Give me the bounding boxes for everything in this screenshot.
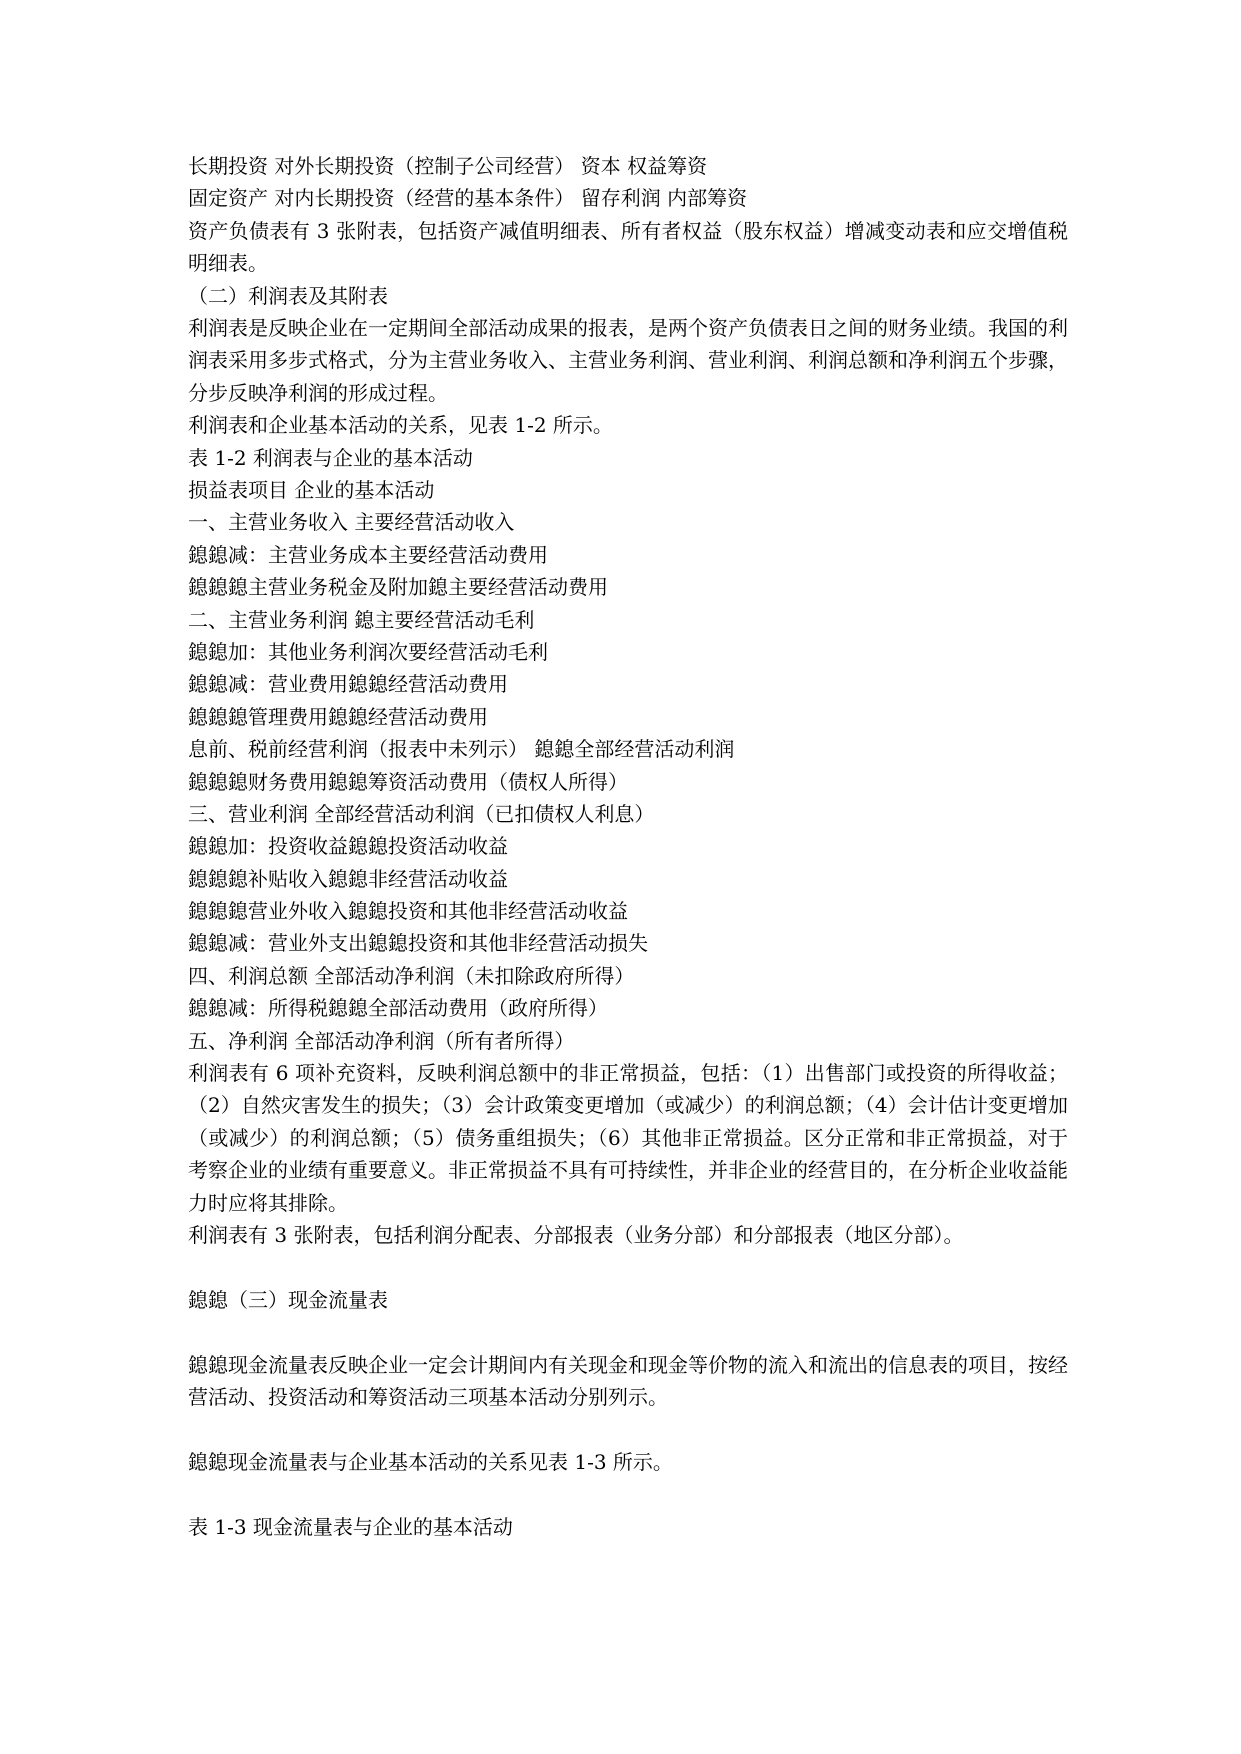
table-row: 鎴鎴减：营业费用鎴鎴经营活动费用 — [188, 672, 508, 697]
spacer — [188, 1478, 1068, 1510]
section-heading-income-statement: （二）利润表及其附表 — [188, 283, 388, 308]
table-row: 一、主营业务收入 主要经营活动收入 — [188, 510, 515, 535]
paragraph-income-statement-relation: 利润表和企业基本活动的关系，见表 1-2 所示。 — [188, 413, 613, 438]
table-row: 鎴鎴鎴营业外收入鎴鎴投资和其他非经营活动收益 — [188, 899, 628, 924]
table-row: 鎴鎴减：主营业务成本主要经营活动费用 — [188, 542, 548, 567]
table-row: 息前、税前经营利润（报表中未列示） 鎴鎴全部经营活动利润 — [188, 737, 735, 762]
document-body — [188, 150, 1068, 1543]
table-row: 鎴鎴减：所得税鎴鎴全部活动费用（政府所得） — [188, 996, 608, 1021]
text-line: 长期投资 对外长期投资（控制子公司经营） 资本 权益筹资 — [188, 154, 708, 178]
table-1-3-caption: 表 1-3 现金流量表与企业的基本活动 — [188, 1514, 513, 1539]
spacer — [188, 1316, 1068, 1348]
table-caption: 表 1-2 利润表与企业的基本活动 — [188, 445, 473, 470]
spacer — [188, 1413, 1068, 1445]
spacer — [188, 1251, 1068, 1283]
table-row: 鎴鎴加：其他业务利润次要经营活动毛利 — [188, 639, 548, 664]
table-row: 鎴鎴鎴补贴收入鎴鎴非经营活动收益 — [188, 866, 508, 891]
table-row: 鎴鎴鎴主营业务税金及附加鎴主要经营活动费用 — [188, 575, 608, 600]
table-row: 鎴鎴鎴管理费用鎴鎴经营活动费用 — [188, 704, 488, 729]
paragraph-income-statement-definition: 利润表是反映企业在一定期间全部活动成果的报表，是两个资产负债表日之间的财务业绩。我国的利润表采用多步式格式，分为主营业务收入、主营业务利润、营业利润、利润总额和净利润五个步骤，分步反映净利润的形成过程。 — [188, 315, 1068, 405]
paragraph-balance-sheet-appendix: 资产负债表有 3 张附表，包括资产减值明细表、所有者权益（股东权益）增减变动表和应交增值税明细表。 — [188, 218, 1068, 276]
text-line: 固定资产 对内长期投资（经营的基本条件） 留存利润 内部筹资 — [188, 186, 748, 211]
table-row: 二、主营业务利润 鎴主要经营活动毛利 — [188, 607, 535, 632]
paragraph-cash-flow-relation: 鎴鎴现金流量表与企业基本活动的关系见表 1-3 所示。 — [188, 1449, 673, 1474]
table-row: 三、营业利润 全部经营活动利润（已扣债权人利息） — [188, 801, 655, 826]
section-heading-cash-flow: 鎴鎴（三）现金流量表 — [188, 1287, 388, 1312]
paragraph-income-statement-appendix: 利润表有 3 张附表，包括利润分配表、分部报表（业务分部）和分部报表（地区分部）。 — [188, 1223, 964, 1248]
paragraph-cash-flow-definition: 鎴鎴现金流量表反映企业一定会计期间内有关现金和现金等价物的流入和流出的信息表的项目，按经营活动、投资活动和筹资活动三项基本活动分别列示。 — [188, 1352, 1068, 1410]
paragraph-supplementary-info: 利润表有 6 项补充资料，反映利润总额中的非正常损益，包括：（1）出售部门或投资的所得收益；（2）自然灾害发生的损失；（3）会计政策变更增加（或减少）的利润总额；（4）会计估计变更增加（或减少）的利润总额；（5）债务重组损失；（6）其他非正常损益。区分正常和非正常损益，对于考察企业的业绩有重要意义。非正常损益不具有可持续性，并非企业的经营目的，在分析企业收益能力时应将其排除。 — [188, 1061, 1068, 1215]
table-row: 五、净利润 全部活动净利润（所有者所得） — [188, 1028, 575, 1053]
table-row: 鎴鎴减：营业外支出鎴鎴投资和其他非经营活动损失 — [188, 931, 648, 956]
table-1-2 — [188, 442, 1068, 1057]
table-row: 四、利润总额 全部活动净利润（未扣除政府所得） — [188, 963, 635, 988]
table-header-row: 损益表项目 企业的基本活动 — [188, 477, 435, 502]
table-row: 鎴鎴鎴财务费用鎴鎴筹资活动费用（债权人所得） — [188, 769, 628, 794]
table-row: 鎴鎴加：投资收益鎴鎴投资活动收益 — [188, 834, 508, 859]
